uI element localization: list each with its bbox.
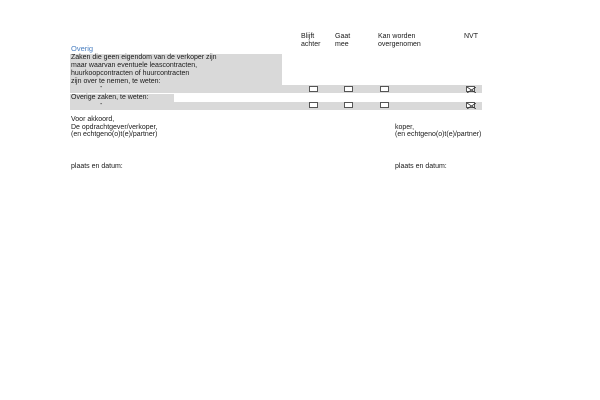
column-header-line: mee	[335, 41, 349, 48]
item2-bullet: -	[100, 101, 103, 108]
item1-checkbox-gaat-mee[interactable]	[344, 86, 353, 92]
item2-label: Overige zaken, te weten:	[71, 94, 149, 101]
item2-checkbox-blijft-achter[interactable]	[309, 102, 318, 108]
seller-label: De opdrachtgever/verkoper,	[71, 124, 158, 131]
buyer-place-date-label: plaats en datum:	[395, 163, 447, 170]
column-header-line: Kan worden	[378, 33, 416, 40]
column-header-gaat-mee	[335, 33, 350, 49]
item1-line: zijn over te nemen, te weten:	[71, 78, 161, 85]
item1-checkbox-kan-worden-overgenomen[interactable]	[380, 86, 389, 92]
column-header-line: achter	[301, 41, 321, 48]
checkbox-cross-icon	[467, 87, 476, 93]
buyer-label: koper,	[395, 124, 415, 131]
item2-entry-row[interactable]	[70, 102, 482, 110]
buyer-partner-label: (en echtgeno(o)t(e)/partner)	[395, 131, 482, 138]
item1-line: huurkoopcontracten of huurcontracten	[71, 70, 190, 77]
column-header-line: Gaat	[335, 33, 351, 40]
item1-checkbox-nvt[interactable]	[466, 86, 475, 92]
signature-heading: Voor akkoord,	[71, 116, 115, 123]
column-header-line: Blijft	[301, 33, 315, 40]
item1-line: maar waarvan eventuele leascontracten,	[71, 62, 198, 69]
item1-bullet: -	[100, 84, 103, 91]
item2-checkbox-kan-worden-overgenomen[interactable]	[380, 102, 389, 108]
column-header-blijft-achter	[301, 33, 320, 49]
seller-partner-label: (en echtgeno(o)t(e)/partner)	[71, 131, 158, 138]
item2-checkbox-gaat-mee[interactable]	[344, 102, 353, 108]
item1-checkbox-blijft-achter[interactable]	[309, 86, 318, 92]
column-header-kan-worden-overgenomen	[378, 33, 421, 49]
item1-description	[71, 54, 217, 86]
column-header-line: overgenomen	[378, 41, 421, 48]
checkbox-cross-icon	[467, 103, 476, 109]
item2-checkbox-nvt[interactable]	[466, 102, 475, 108]
item1-entry-row[interactable]	[70, 85, 482, 93]
column-header-nvt: NVT	[464, 33, 478, 40]
section-title: Overig	[71, 44, 94, 53]
item1-line: Zaken die geen eigendom van de verkoper zijn	[71, 54, 217, 61]
seller-place-date-label: plaats en datum:	[71, 163, 123, 170]
